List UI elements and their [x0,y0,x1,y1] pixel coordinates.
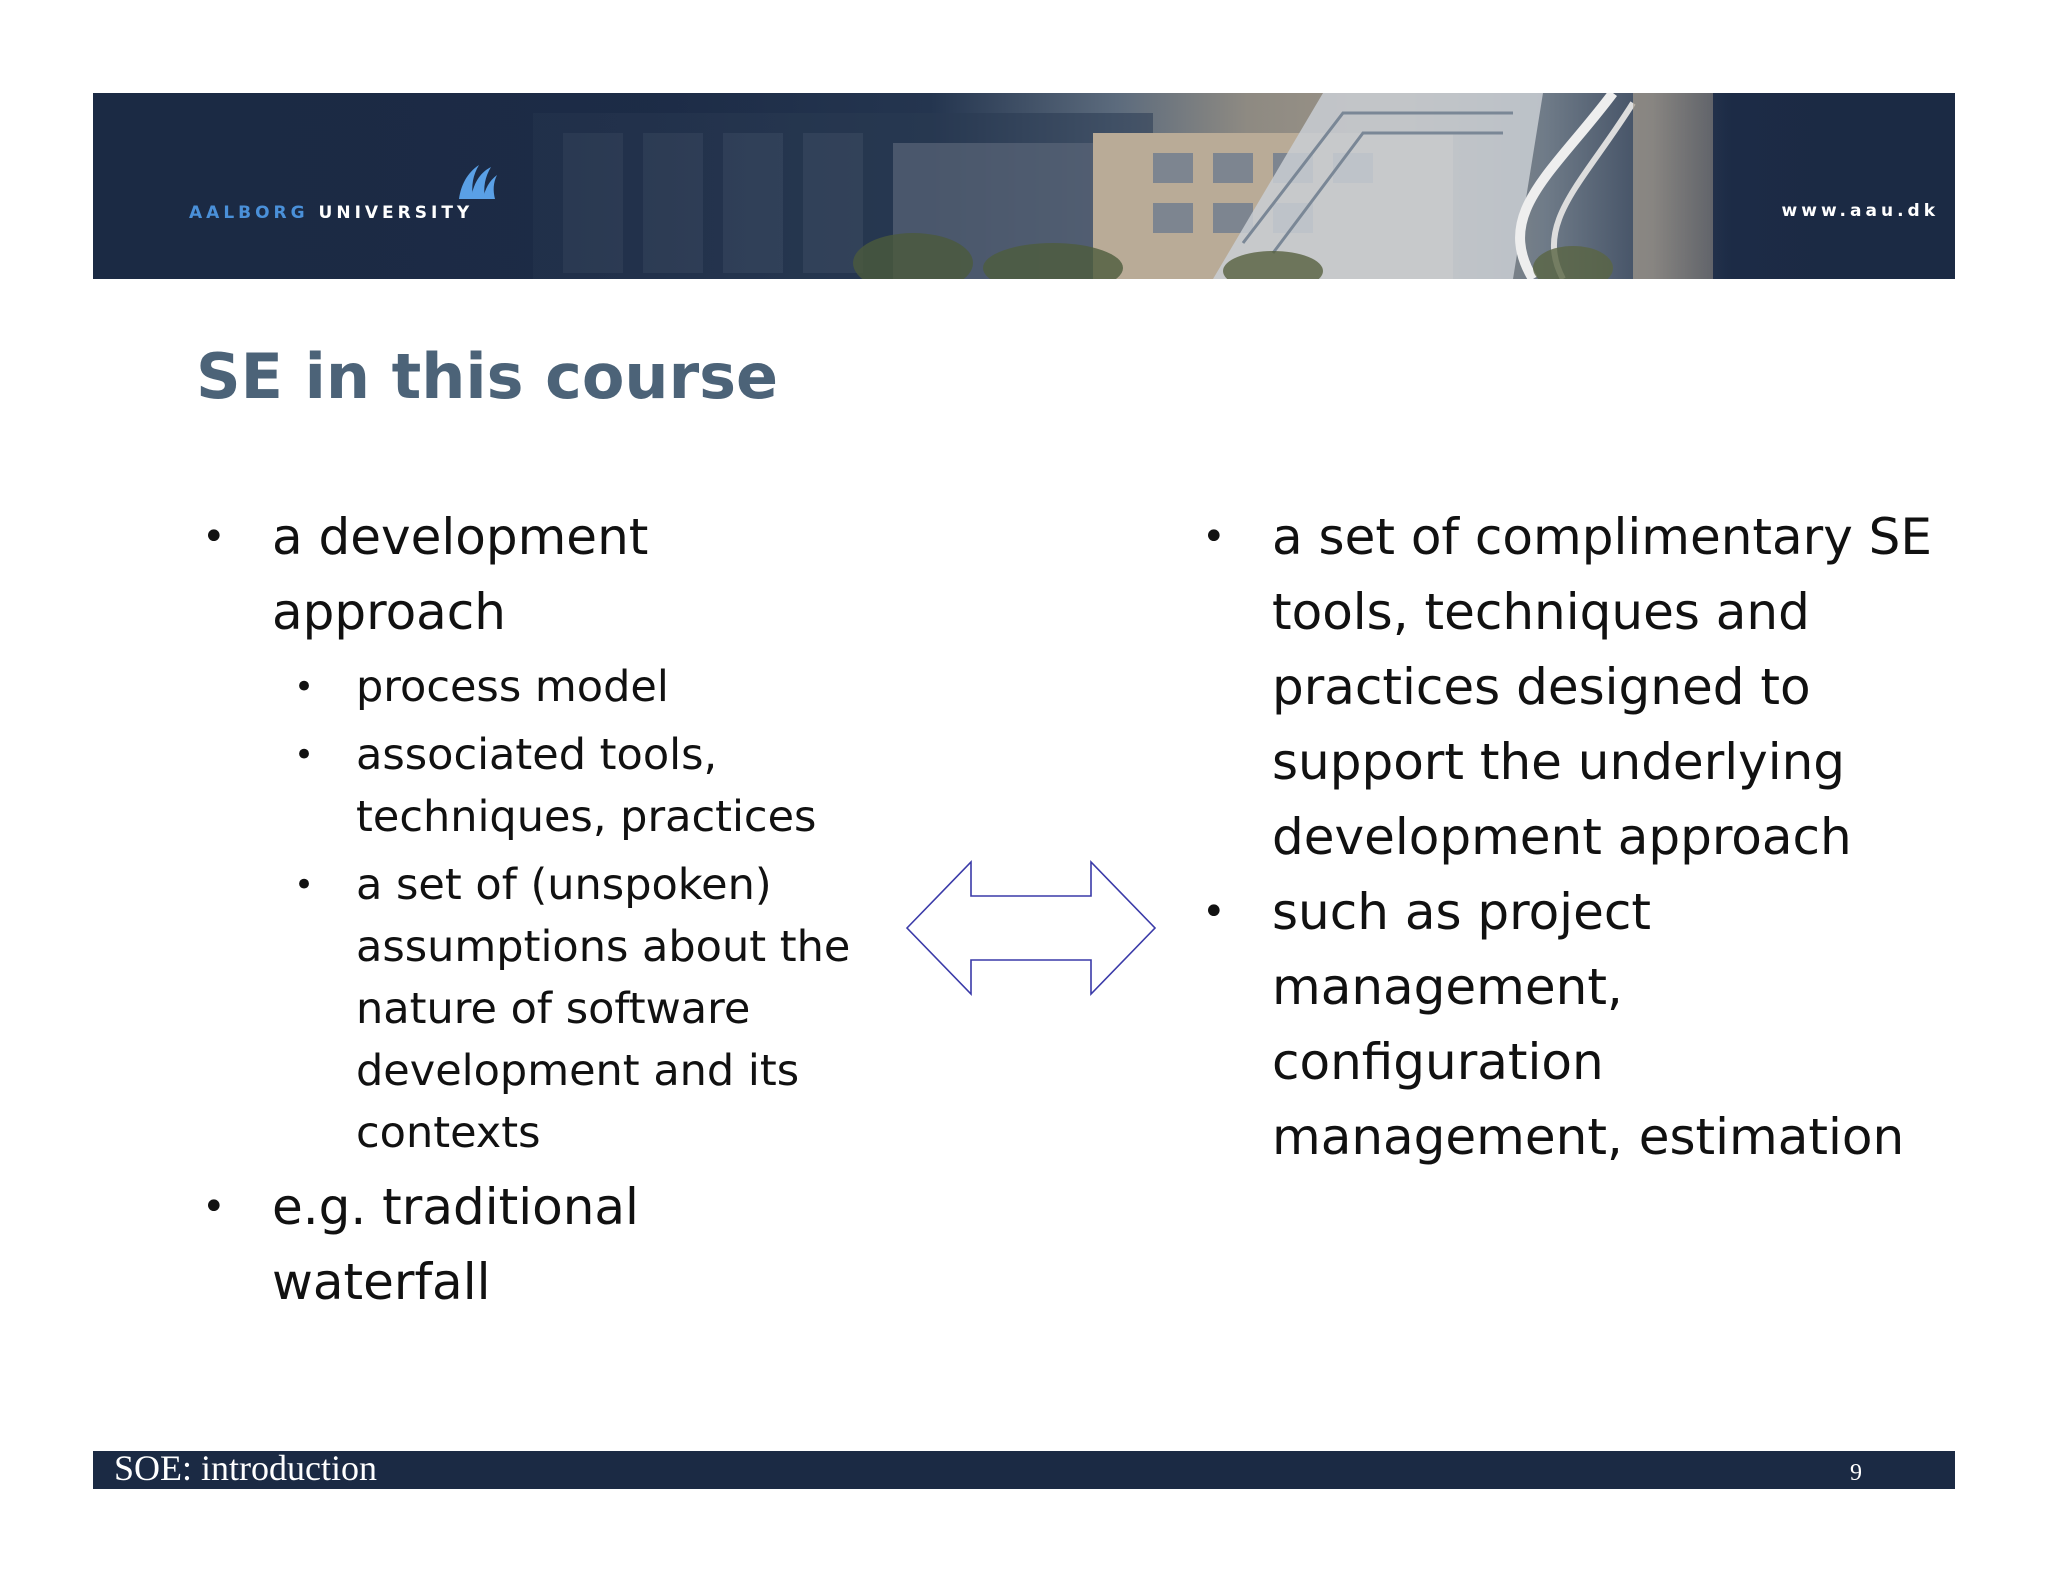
list-item [196,1170,856,1320]
campus-building-image [93,93,1955,279]
list-item-text: such as project management, configuration management, estimation [1272,883,1905,1166]
header-banner [93,93,1955,279]
page-number: 9 [1850,1460,1862,1486]
right-column [1196,500,1956,1175]
aau-logo-icon [453,161,499,201]
bullet-icon: • [1202,889,1226,935]
sub-list-item [196,656,856,718]
list-item-text: a development approach [272,508,649,641]
list-item [1196,500,1956,875]
university-name [189,203,473,223]
university-name-part2: UNIVERSITY [318,203,474,223]
double-headed-arrow-icon [905,860,1157,996]
bullet-icon: • [1202,514,1226,560]
list-item-text: a set of complimentary SE tools, techniques and practices designed to support the underlying development approach [1272,508,1933,866]
bullet-icon: • [202,514,226,560]
left-column [196,500,856,1320]
bullet-icon: • [294,735,315,775]
sub-list-item [196,724,856,848]
right-margin [1985,0,2048,1582]
list-item [196,500,856,650]
bullet-icon: • [202,1184,226,1230]
arrow-outline [907,862,1155,994]
footer-label: SOE: introduction [114,1448,377,1488]
bullet-icon: • [294,865,315,905]
university-url[interactable]: www.aau.dk [1781,201,1939,221]
sub-list-item-text: associated tools, techniques, practices [356,730,817,842]
list-item-text: e.g. traditional waterfall [272,1178,639,1311]
list-item [1196,875,1956,1175]
sub-list-item [196,854,856,1164]
sub-list-item-text: a set of (unspoken) assumptions about the nature of software development and its contexts [356,860,851,1158]
sub-list-item-text: process model [356,662,669,712]
university-name-part1: AALBORG [189,203,309,223]
bullet-icon: • [294,667,315,707]
slide-title: SE in this course [196,340,779,413]
